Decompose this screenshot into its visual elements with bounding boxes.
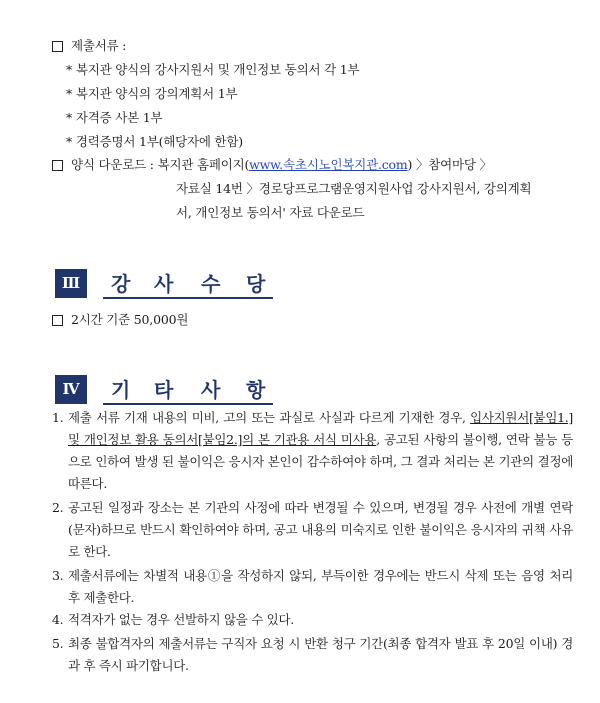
section-3-title-char: 사 — [154, 272, 174, 296]
list-item — [52, 407, 572, 495]
list-item-text: 적격자가 없는 경우 선발하지 않을 수 있다. — [68, 612, 294, 627]
homepage-link[interactable]: www.속초시노인복지관.com — [249, 157, 408, 172]
section-3-title — [103, 268, 273, 294]
section-4-title-char: 항 — [246, 378, 266, 402]
section-3-title-char: 당 — [246, 272, 266, 296]
checkbox-download — [52, 160, 63, 171]
submission-label: 제출서류 : — [71, 38, 127, 53]
checkbox-fee — [52, 315, 63, 326]
list-item-number: 1. — [52, 410, 64, 425]
submission-item: * 자격증 사본 1부 — [66, 110, 163, 125]
checkbox-submission — [52, 41, 63, 52]
list-item-number: 2. — [52, 500, 64, 515]
download-line-2: 자료실 14번 〉경로당프로그램운영지원사업 강사지원서, 강의계획 — [176, 181, 532, 196]
section-3-number: Ⅲ — [55, 269, 87, 298]
section-4-title — [103, 374, 273, 400]
section-3-title-char: 강 — [111, 272, 131, 296]
download-line-3: 서, 개인정보 동의서' 자료 다운로드 — [176, 205, 365, 220]
download-line-1 — [71, 156, 492, 174]
section-4-title-char: 타 — [154, 378, 174, 402]
section-4-rule — [103, 403, 273, 405]
download-prefix: 양식 다운로드 : 복지관 홈페이지( — [71, 157, 250, 172]
section-3-title-char: 수 — [201, 272, 221, 296]
underlined-text: 입사지원서[붙임1.] 및 개인정보 활용 동의서[붙임2.]의 본 기관용 서식 미사용 — [68, 410, 573, 447]
section-4-number: Ⅳ — [55, 375, 87, 404]
list-item — [52, 497, 572, 563]
section-4-title-char: 기 — [111, 378, 131, 402]
section-4-title-char: 사 — [201, 378, 221, 402]
list-item-text: 제출서류에는 차별적 내용①을 작성하지 않되, 부득이한 경우에는 반드시 삭제 또는 음영 처리 후 제출한다. — [68, 568, 573, 605]
list-item-text: 공고된 일정과 장소는 본 기관의 사정에 따라 변경될 수 있으며, 변경될 경우 사전에 개별 연락(문자)하므로 반드시 확인하여야 하며, 공고 내용의 미숙지로 인한 불이익은 응시자의 귀책 사유로 한다. — [68, 500, 573, 559]
list-item — [52, 633, 572, 677]
list-item-number: 3. — [52, 568, 64, 583]
list-item-number: 4. — [52, 612, 64, 627]
submission-item: * 경력증명서 1부(해당자에 한함) — [66, 134, 243, 149]
fee-text: 2시간 기준 50,000원 — [71, 312, 189, 327]
list-item — [52, 609, 572, 631]
list-item-number: 5. — [52, 636, 64, 651]
submission-item: * 복지관 양식의 강사지원서 및 개인정보 동의서 각 1부 — [66, 62, 360, 77]
submission-item: * 복지관 양식의 강의계획서 1부 — [66, 86, 238, 101]
list-item-text: 최종 불합격자의 제출서류는 구직자 요청 시 반환 청구 기간(최종 합격자 발표 후 20일 이내) 경과 후 즉시 파기합니다. — [68, 636, 573, 673]
section-3-rule — [103, 297, 273, 299]
list-item-text: 제출 서류 기재 내용의 미비, 고의 또는 과실로 사실과 다르게 기재한 경우, 입사지원서[붙임1.] 및 개인정보 활용 동의서[붙임2.]의 본 기관용 서식 미사용, 공고된 사항의 불이행, 연락 불능 등으로 인하여 발생 된 불이익은 응시자 본인이 감수하여야 하며, 그 결과 처리는 본 기관의 결정에 따른다. — [68, 410, 573, 491]
download-suffix: ) 〉참여마당 〉 — [407, 157, 492, 172]
list-item — [52, 565, 572, 609]
